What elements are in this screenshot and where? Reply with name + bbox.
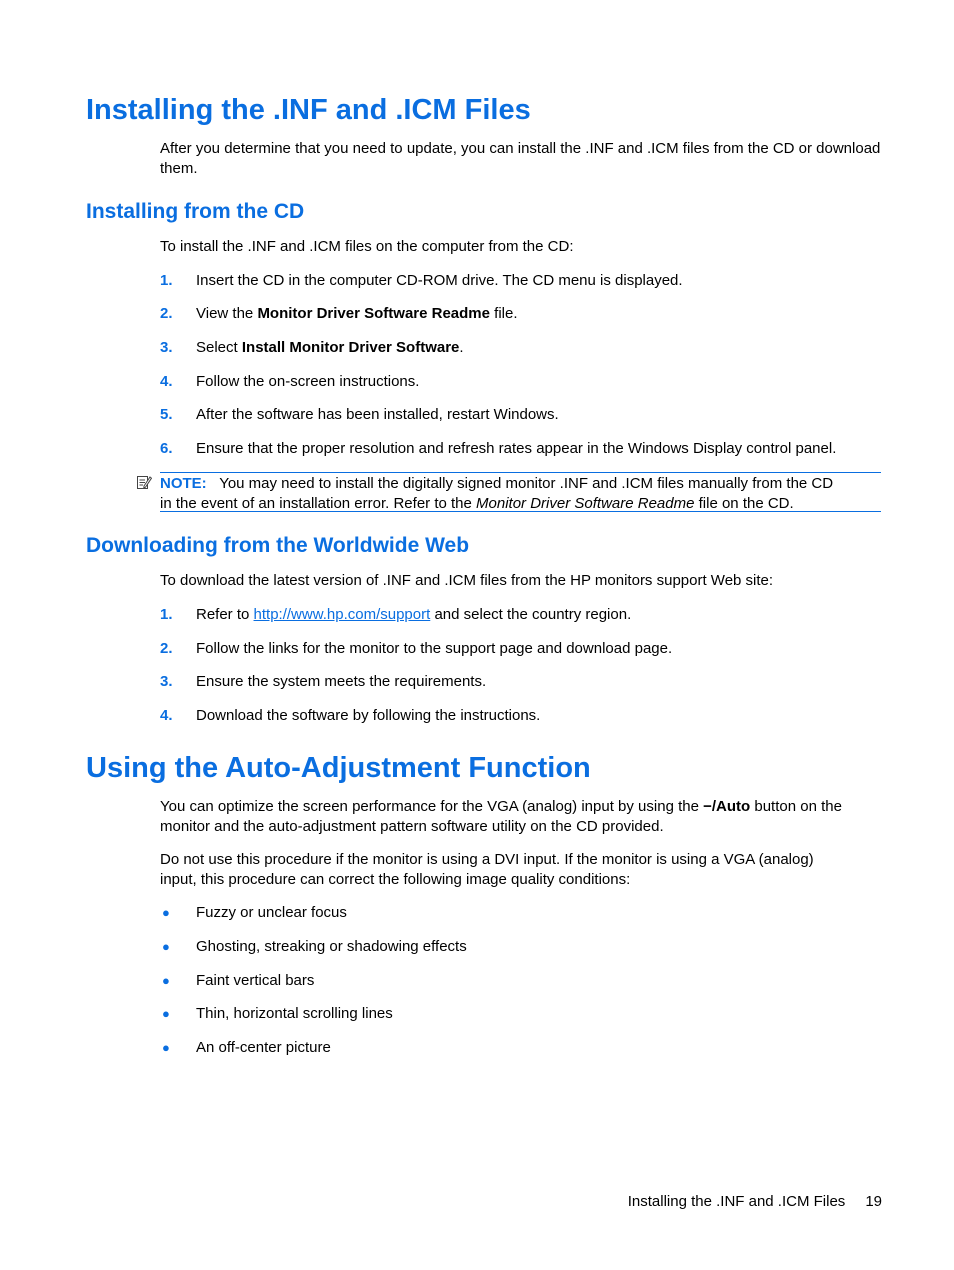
install-option-name: Install Monitor Driver Software: [241, 339, 460, 356]
step-number: 3.: [160, 673, 173, 690]
step-text: Follow the on-screen instructions.: [196, 373, 420, 390]
auto-button-name: −/Auto: [703, 798, 751, 815]
note-label: NOTE:: [160, 475, 207, 492]
step-number: 1.: [160, 606, 173, 623]
subsection-title-web: Downloading from the Worldwide Web: [86, 534, 470, 557]
auto-adjust-para-1: You can optimize the screen performance for the VGA (analog) input by using the −/Auto button on the monitor and the auto-adjustment pattern software utility on the CD provided.: [160, 798, 842, 835]
step-number: 2.: [160, 640, 173, 657]
note-text: NOTE: You may need to install the digitally signed monitor .INF and .ICM files manually from the CD in the event of an installation error. Refer to the Monitor Driver Software Readme file on the CD.: [160, 475, 834, 512]
step-number: 4.: [160, 373, 173, 390]
document-page: Installing the .INF and .ICM Files After you determine that you need to update, you can install the .INF and .ICM files from the CD or download them. Installing from the CD To install the .INF and .ICM files on the computer from the CD: 1. Insert the CD in the computer CD-ROM drive. The CD menu is displayed. 2. View the Monitor Driver Software Readme file. 3. Select Install Monitor Driver Software. 4. Follow the on-screen instructions. 5. After the software has been installed, restart Windows. 6. Ensure that the proper resolution and refresh rates appear in the Windows Display control panel. NOTE: You may need to install the digitally signed monitor .INF and .ICM files manually from the CD in the event of an installation error. Refer to the Monitor Driver Software Readme file on the CD. Downloading from the Worldwide Web To download the latest version of .INF and .ICM files from the HP monitors support Web site: 1. Refer to http://www.hp.com/support and select the country region. 2. Follow the links for the monitor to the support page and download page. 3. Ensure the system meets the requirements. 4. Download the software by following the instructions. Using the Auto-Adjustment Function You can optimize the screen performance for the VGA (analog) input by using the −/Auto button on the monitor and the auto-adjustment pattern software utility on the CD provided. Do not use this procedure if the monitor is using a DVI input. If the monitor is using a VGA (analog) input, this procedure can correct the following image quality conditions: ● Fuzzy or unclear focus ● Ghosting, streaking or shadowing effects ● Faint vertical bars ● Thin, horizontal scrolling lines ● An off-center picture Installing the .INF and .ICM Files 19: [86, 94, 882, 1210]
section-intro: After you determine that you need to update, you can install the .INF and .ICM files from the CD or download them.: [160, 140, 881, 177]
readme-filename: Monitor Driver Software Readme: [257, 305, 490, 322]
section-title-install-files: Installing the .INF and .ICM Files: [86, 94, 531, 126]
section-title-auto-adjust: Using the Auto-Adjustment Function: [86, 752, 591, 784]
bullet-icon: ●: [162, 1006, 170, 1021]
step-text: Select Install Monitor Driver Software.: [196, 339, 464, 356]
step-number: 3.: [160, 339, 173, 356]
hp-support-link[interactable]: http://www.hp.com/support: [253, 606, 431, 623]
cd-intro: To install the .INF and .ICM files on the computer from the CD:: [160, 238, 574, 255]
note-icon: [136, 474, 152, 490]
web-intro: To download the latest version of .INF and .ICM files from the HP monitors support Web site:: [160, 572, 774, 589]
step-number: 2.: [160, 305, 173, 322]
footer-section-title: Installing the .INF and .ICM Files: [627, 1193, 846, 1210]
auto-adjust-para-2: Do not use this procedure if the monitor is using a DVI input. If the monitor is using a VGA (analog) input, this procedure can correct the following image quality conditions:: [160, 851, 814, 888]
step-number: 5.: [160, 406, 173, 423]
step-text: After the software has been installed, restart Windows.: [196, 406, 559, 423]
step-text: Insert the CD in the computer CD-ROM drive. The CD menu is displayed.: [196, 272, 683, 289]
step-text: Follow the links for the monitor to the support page and download page.: [196, 640, 673, 657]
step-number: 4.: [160, 707, 173, 724]
subsection-title-cd: Installing from the CD: [86, 200, 305, 223]
step-text: Download the software by following the instructions.: [196, 707, 541, 724]
bullet-icon: ●: [162, 939, 170, 954]
step-text: View the Monitor Driver Software Readme file.: [196, 305, 518, 322]
bullet-icon: ●: [162, 973, 170, 988]
bullet-icon: ●: [162, 905, 170, 920]
step-number: 1.: [160, 272, 173, 289]
page-number: 19: [865, 1193, 882, 1210]
step-text: Ensure that the proper resolution and refresh rates appear in the Windows Display control panel.: [196, 440, 837, 457]
step-text: Ensure the system meets the requirements.: [196, 673, 487, 690]
step-text: Refer to http://www.hp.com/support and select the country region.: [196, 606, 632, 623]
readme-reference: Monitor Driver Software Readme: [476, 494, 695, 512]
bullet-icon: ●: [162, 1040, 170, 1055]
note-box: [160, 472, 881, 512]
page-footer: [628, 1192, 882, 1212]
step-number: 6.: [160, 440, 173, 457]
